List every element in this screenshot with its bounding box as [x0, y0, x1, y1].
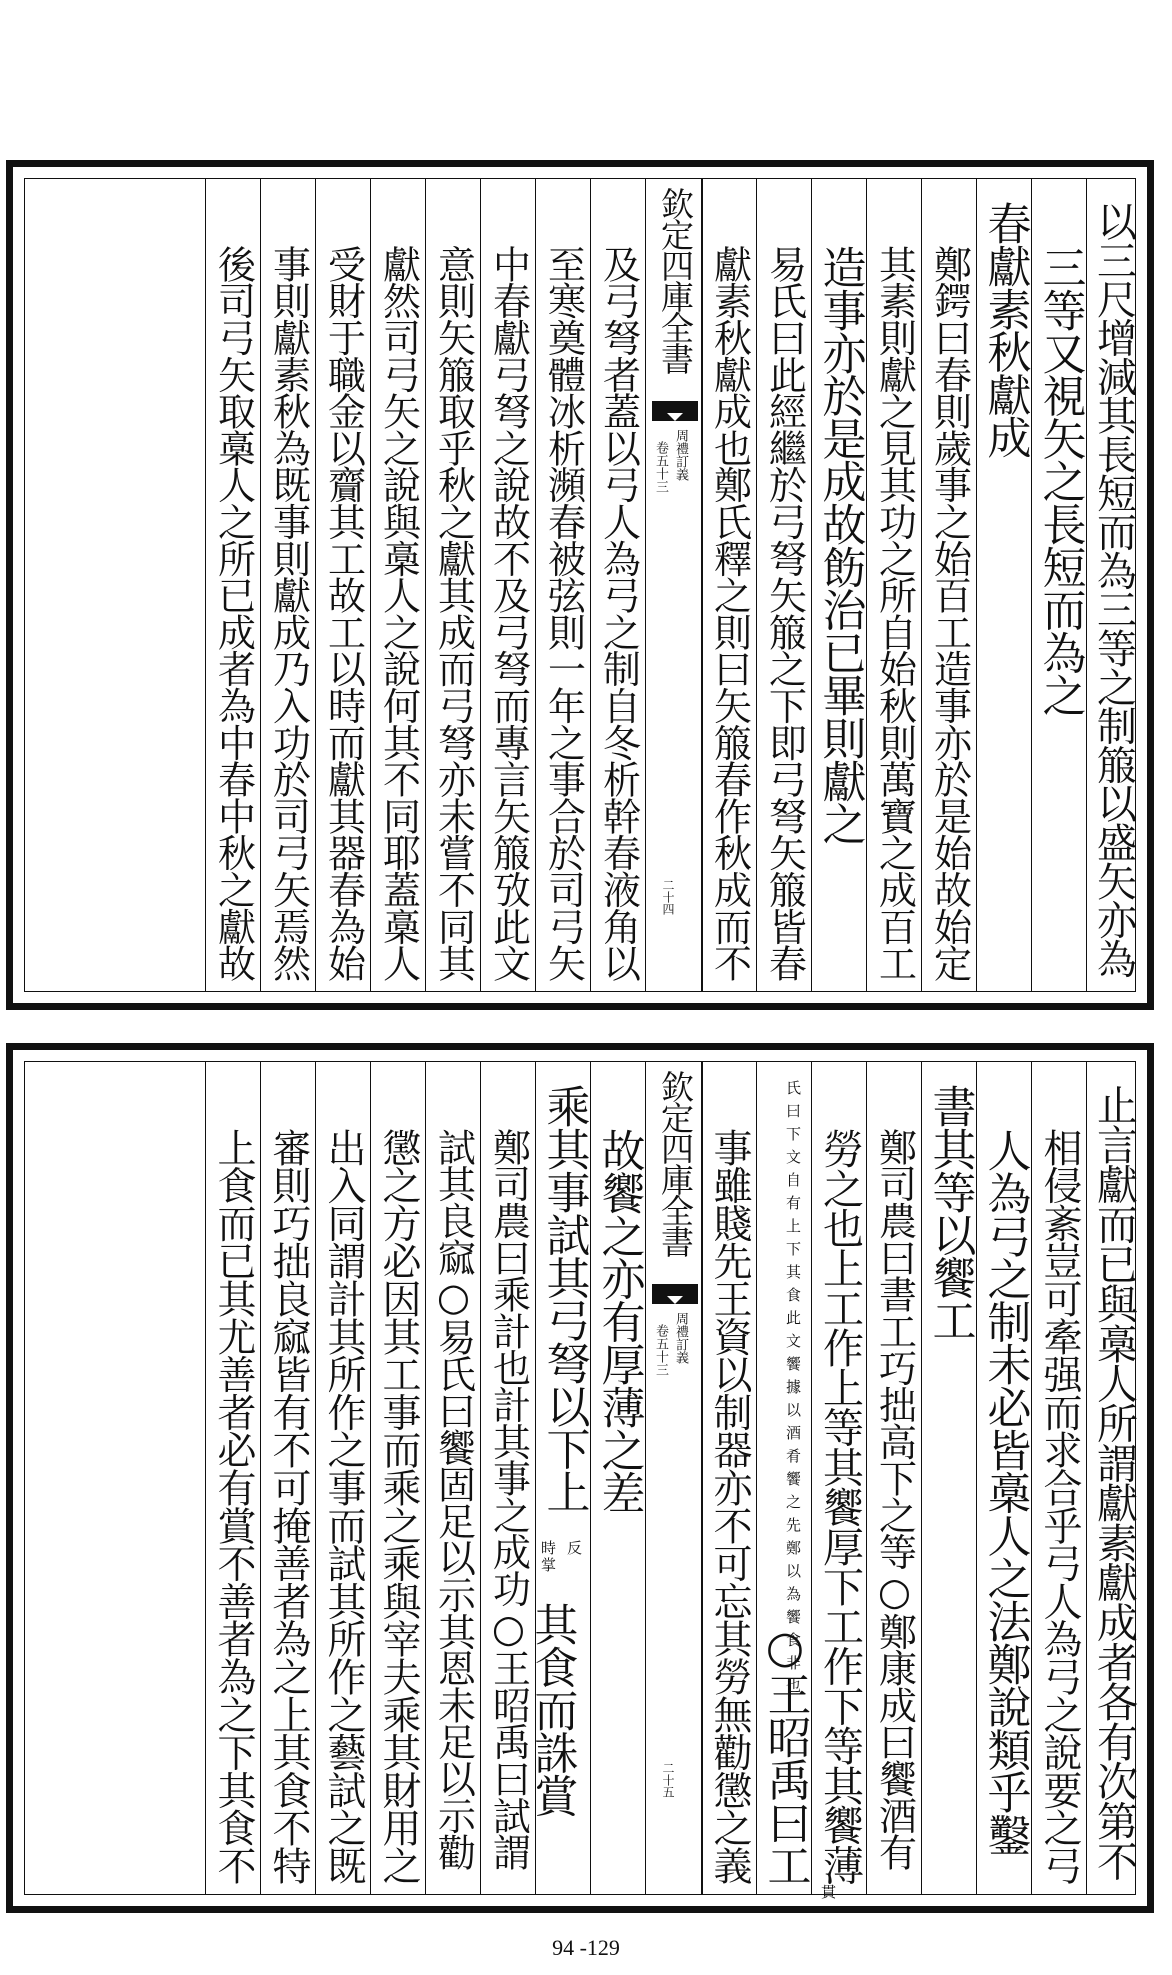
column-text: 事雖賤先王資以制器亦不可忘其勞無勸懲之義: [707, 1128, 752, 1885]
text-column: [866, 1062, 922, 1894]
column-text: 故饗之亦有厚薄之差: [593, 1128, 645, 1514]
text-column: [590, 1062, 646, 1894]
center-gutter: [645, 1062, 703, 1894]
gutter-book-title: 周禮訂義: [673, 1312, 688, 1364]
text-column: [1031, 179, 1087, 991]
text-column: [590, 179, 646, 991]
column-text: 書其等以饗工: [924, 1084, 976, 1341]
text-column: [425, 179, 481, 991]
column-text: 上食而已其尤善者必有賞不善者為之下其食不: [211, 1128, 256, 1885]
bottom-page-frame: [6, 1043, 1154, 1913]
column-text: 鄭司農曰書工巧拙高下之等○鄭康成曰饗酒有: [872, 1128, 917, 1871]
column-text: 鄭司農曰乘計也計其事之成功○王昭禹曰試謂: [486, 1128, 531, 1870]
gutter-volume: 卷五十三: [653, 1324, 668, 1376]
gutter-book-title: 周禮訂義: [673, 429, 688, 481]
column-text: 出入同謂計其所作之事而試其所作之藝試之既: [321, 1128, 366, 1885]
top-page-text-area: [24, 178, 1136, 992]
column-text: 獻素秋獻成也鄭氏釋之則曰矢箙春作秋成而不: [707, 245, 752, 982]
column-text: 獻然司弓矢之說與槀人之說何其不同耶蓋槀人: [376, 245, 421, 982]
text-column: [1086, 179, 1140, 991]
center-gutter: [645, 179, 703, 991]
text-column: [526, 1062, 591, 1894]
text-column: [315, 1062, 371, 1894]
bottom-page: [0, 1043, 1172, 1913]
interlinear-note: 氏曰下文自有上下其食此文饗據以酒肴饗之先鄭以為饗食非也: [784, 1080, 802, 1701]
text-column: [370, 1062, 426, 1894]
column-text: 人為弓之制未必皆槀人之法鄭說類乎鑿: [979, 1128, 1031, 1856]
column-text: 春獻素秋獻成: [979, 201, 1031, 458]
text-column: [701, 1062, 757, 1894]
gutter-title: 欽定四庫全書: [656, 1070, 695, 1256]
gutter-title: 欽定四庫全書: [656, 187, 695, 373]
bottom-page-text-area: [24, 1061, 1138, 1901]
column-text: 受財于職金以齎其工故工以時而獻其器春為始: [321, 245, 366, 982]
column-text: 勞之也上工作上等其饗厚下工作下等其饗薄: [816, 1128, 864, 1885]
text-column: [425, 1062, 481, 1894]
column-text: 至寒奠體冰析瀕春被弦則一年之事合於司弓矢: [541, 245, 586, 982]
column-text: 造事亦於是成故飭治已畢則獻之: [814, 245, 866, 845]
text-column: [976, 1062, 1032, 1894]
column-text: ○王昭禹曰工: [759, 1622, 811, 1886]
column-text: 及弓弩者蓋以弓人為弓之制自冬析幹春液角以: [596, 245, 641, 982]
column-text: 後司弓矢取槀人之所已成者為中春中秋之獻故: [211, 245, 256, 982]
column-text: 以三尺增減其長短而為三等之制箙以盛矢亦為: [1090, 201, 1137, 978]
column-text: 鄭鍔曰春則歲事之始百工造事亦於是始故始定: [927, 245, 972, 982]
gutter-folio: 二十五: [661, 1762, 675, 1798]
fishtail-mark-icon: [652, 401, 698, 421]
text-column: [535, 179, 591, 991]
text-column: [315, 179, 371, 991]
text-column: [1031, 1062, 1087, 1894]
text-column: [480, 179, 536, 991]
text-column: [921, 179, 977, 991]
text-column: [756, 179, 812, 991]
text-column: [921, 1062, 977, 1894]
column-text: 三等又視矢之長短而為之: [1034, 245, 1086, 716]
text-column: [260, 1062, 316, 1894]
text-column: [1086, 1062, 1140, 1894]
interlinear-gloss: 貫: [819, 1884, 837, 1901]
column-text: 試其良窳○易氏曰饗固足以示其恩未足以示勸: [431, 1128, 476, 1871]
top-page-frame: [6, 160, 1154, 1010]
text-column: [976, 179, 1032, 991]
column-text: 乘其事試其弓弩以下上: [538, 1084, 590, 1513]
column-text: 意則矢箙取乎秋之獻其成而弓弩亦未嘗不同其: [431, 245, 476, 982]
column-text: 相侵紊豈可牽强而求合乎弓人為弓之說要之弓: [1037, 1128, 1082, 1885]
gutter-folio: 二十四: [661, 879, 675, 915]
text-column: [370, 179, 426, 991]
interlinear-gloss: 時掌: [539, 1540, 557, 1574]
text-column: [701, 179, 757, 991]
text-column: [260, 179, 316, 991]
column-text: 其素則獻之見其功之所自始秋則萬寶之成百工: [872, 245, 917, 982]
column-text: 審則巧拙良窳皆有不可掩善者為之上其食不特: [266, 1128, 311, 1885]
fishtail-mark-icon: [652, 1284, 698, 1304]
column-text: 中春獻弓弩之說故不及弓弩而專言矢箙攷此文: [486, 245, 531, 982]
text-column: [866, 179, 922, 991]
text-column: [756, 1062, 812, 1894]
column-text: 止言獻而已與槀人所謂獻素獻成者各有次第不: [1090, 1084, 1138, 1881]
column-text: 易氏曰此經繼於弓弩矢箙之下即弓弩矢箙皆春: [762, 245, 807, 982]
text-column: [811, 179, 867, 991]
gutter-volume: 卷五十三: [653, 441, 668, 493]
text-column: [811, 1062, 867, 1901]
page-number: 94 -129: [552, 1935, 620, 1960]
top-page: [0, 160, 1172, 1010]
text-column: [205, 1062, 261, 1894]
column-text: 懲之方必因其工事而乘之乘與宰夫乘其財用之: [376, 1128, 421, 1885]
column-text: 事則獻素秋為既事則獻成乃入功於司弓矢焉然: [266, 245, 311, 982]
text-column: [480, 1062, 536, 1894]
text-column: [205, 179, 261, 991]
column-text: 其食而誅賞: [526, 1602, 578, 1817]
interlinear-gloss: 反: [565, 1540, 583, 1557]
